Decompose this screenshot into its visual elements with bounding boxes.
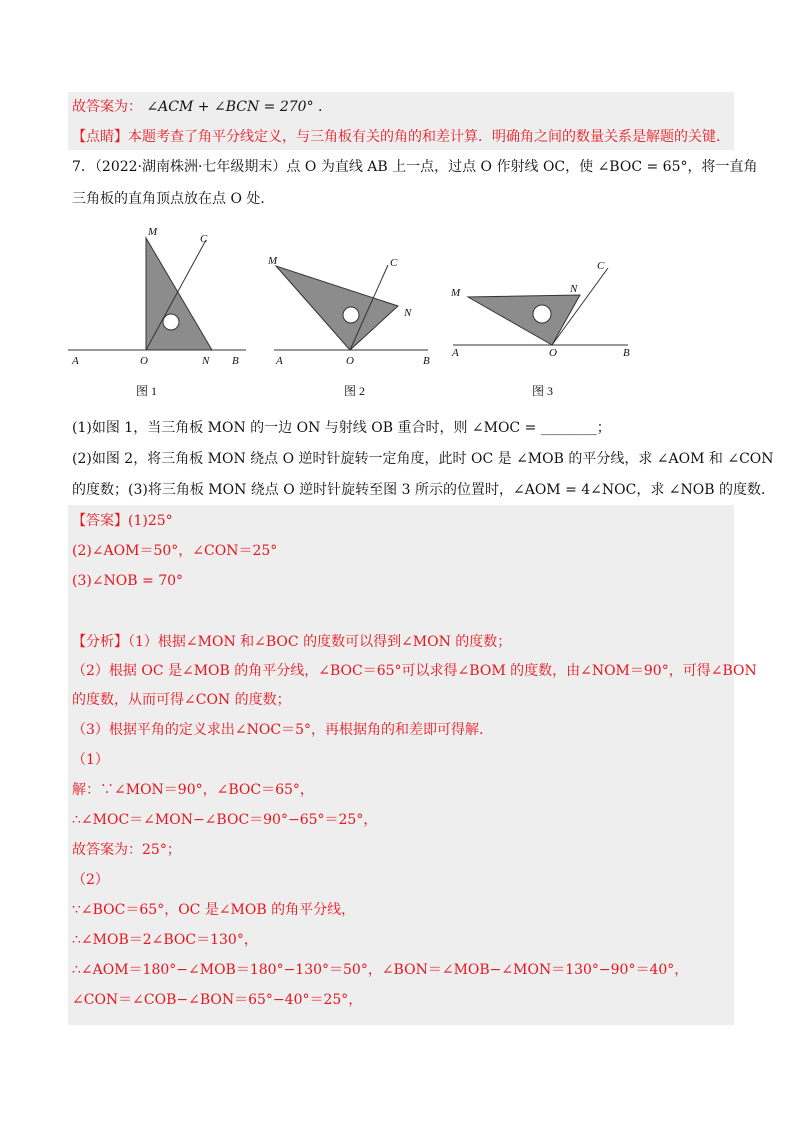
figure-3 (450, 260, 630, 398)
fig1-label-B: B (232, 355, 239, 367)
analysis-line-13: ∠CON＝∠COB−∠BON＝65°−40°＝25°， (72, 992, 363, 1008)
fig3-caption: 图 3 (532, 384, 554, 398)
fig1-label-M: M (148, 226, 158, 238)
analysis-line-1: 【分析】（1）根据∠MON 和∠BOC 的度数可以得到∠MON 的度数； (72, 634, 512, 650)
fig3-label-N: N (570, 283, 578, 295)
fig2-label-A: A (276, 355, 283, 367)
analysis-line-2: （2）根据 OC 是∠MOB 的角平分线，∠BOC＝65°可以求得∠BOM 的度数，由∠NOM＝90°，可得∠BON (72, 663, 757, 679)
figure-1 (68, 226, 246, 398)
fig1-label-C: C (200, 233, 208, 245)
fig2-label-B: B (423, 355, 430, 367)
analysis-line-9: （2） (72, 872, 109, 888)
fig3-label-B: B (623, 347, 630, 359)
top-answer (72, 96, 322, 118)
analysis-line-7: ∴∠MOC＝∠MON−∠BOC＝90°−65°＝25°， (72, 812, 378, 828)
analysis-line-11: ∴∠MOB＝2∠BOC＝130°， (72, 932, 258, 948)
fig2-label-O: O (346, 355, 354, 367)
figure-2 (267, 255, 430, 398)
analysis-line-10: ∵∠BOC＝65°，OC 是∠MOB 的角平分线， (72, 902, 356, 918)
analysis-line-8: 故答案为：25°； (72, 842, 181, 858)
fig1-label-N: N (202, 355, 210, 367)
analysis-line-6: 解：∵∠MON＝90°，∠BOC＝65°， (72, 782, 314, 798)
fig3-label-M: M (451, 287, 461, 299)
problem-line-2: 三角板的直角顶点放在点 O 处． (72, 191, 275, 207)
fig2-label-M: M (268, 255, 278, 267)
fig3-label-A: A (452, 347, 459, 359)
answer-1: 【答案】(1)25° (72, 513, 173, 529)
analysis-line-3: 的度数，从而可得∠CON 的度数； (72, 692, 291, 708)
answer-3: (3)∠NOB = 70° (72, 573, 184, 589)
question-2: (2)如图 2，将三角板 MON 绕点 O 逆时针旋转一定角度，此时 OC 是 ∠MOB 的平分线，求 ∠AOM 和 ∠CON (72, 451, 774, 467)
dianjing-text: 【点睛】本题考查了角平分线定义，与三角板有关的角的和差计算．明确角之间的数量关系是解题的关键． (72, 129, 730, 145)
analysis-line-12: ∴∠AOM＝180°−∠MOB＝180°−130°＝50°，∠BON＝∠MOB−∠MON＝130°−90°＝40°， (72, 962, 689, 978)
top-answer-label: 故答案为： (72, 99, 142, 115)
top-answer-expr: ∠ACM + ∠BCN = 270° (146, 99, 314, 115)
analysis-line-4: （3）根据平角的定义求出∠NOC＝5°，再根据角的和差即可得解． (72, 722, 493, 738)
fig2-caption: 图 2 (344, 384, 366, 398)
fig3-label-O: O (549, 347, 557, 359)
question-3: 的度数；(3)将三角板 MON 绕点 O 逆时针旋转至图 3 所示的位置时，∠AOM = 4∠NOC，求 ∠NOB 的度数． (72, 482, 775, 498)
problem-line-1: 7．（2022·湖南株洲·七年级期末）点 O 为直线 AB 上一点，过点 O 作射线 OC，使 ∠BOC = 65°，将一直角 (72, 159, 758, 175)
fig1-label-O: O (140, 355, 148, 367)
question-1: (1)如图 1，当三角板 MON 的一边 ON 与射线 OB 重合时，则 ∠MOC = ________； (72, 420, 611, 436)
fig3-label-C: C (597, 260, 605, 272)
fig1-caption: 图 1 (136, 384, 158, 398)
top-answer-end: . (318, 99, 323, 115)
fig1-label-A: A (72, 355, 79, 367)
analysis-line-5: （1） (72, 752, 109, 768)
answer-2: (2)∠AOM＝50°，∠CON＝25° (72, 543, 278, 559)
fig2-label-N: N (404, 307, 412, 319)
geometry-figures (68, 218, 648, 403)
fig2-label-C: C (390, 257, 398, 269)
